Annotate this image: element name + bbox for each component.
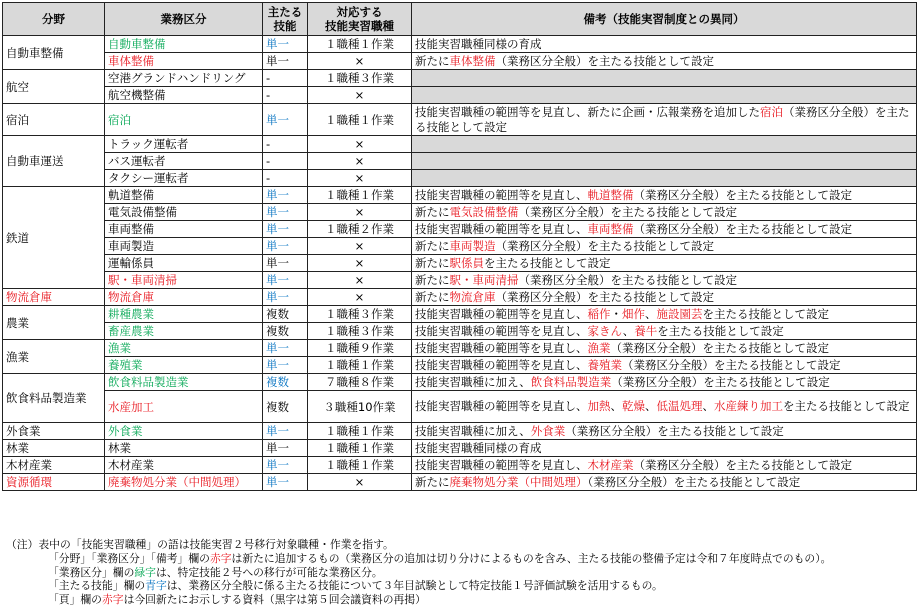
table-row bbox=[3, 374, 917, 391]
remarks-cell: 技能実習職種の範囲等を見直し、漁業（業務区分全般）を主たる技能として設定 bbox=[412, 340, 917, 357]
header-occupation: 対応する 技能実習職種 bbox=[308, 3, 412, 36]
field-cell: 自動車整備 bbox=[3, 36, 105, 70]
occupation-cell: × bbox=[308, 289, 412, 306]
table-row bbox=[3, 306, 917, 323]
occupation-cell: １職種１作業 bbox=[308, 187, 412, 204]
table-row bbox=[3, 87, 917, 104]
skill-cell: 単一 bbox=[263, 357, 308, 374]
skill-cell: - bbox=[263, 170, 308, 187]
table-row bbox=[3, 221, 917, 238]
category-cell: 運輸係員 bbox=[105, 255, 263, 272]
skill-cell: 単一 bbox=[263, 187, 308, 204]
note-3: 「業務区分」欄の緑字は、特定技能２号への移行が可能な業務区分。 bbox=[48, 565, 383, 579]
occupation-cell: ３職種10作業 bbox=[308, 391, 412, 423]
skill-cell: 単一 bbox=[263, 36, 308, 53]
skill-cell: 単一 bbox=[263, 474, 308, 491]
skill-cell: 単一 bbox=[263, 440, 308, 457]
field-cell: 物流倉庫 bbox=[3, 289, 105, 306]
remarks-cell: 新たに車両製造（業務区分全般）を主たる技能として設定 bbox=[412, 238, 917, 255]
header-remarks: 備考（技能実習制度との異同） bbox=[412, 3, 917, 36]
occupation-cell: × bbox=[308, 87, 412, 104]
remarks-cell: 技能実習職種同様の育成 bbox=[412, 440, 917, 457]
occupation-cell: × bbox=[308, 255, 412, 272]
field-cell: 航空 bbox=[3, 70, 105, 104]
table-row bbox=[3, 136, 917, 153]
remarks-cell bbox=[412, 136, 917, 153]
footnotes bbox=[6, 538, 912, 607]
field-cell: 木材産業 bbox=[3, 457, 105, 474]
occupation-cell: １職種１作業 bbox=[308, 440, 412, 457]
skill-cell: - bbox=[263, 153, 308, 170]
table-row bbox=[3, 238, 917, 255]
occupation-cell: × bbox=[308, 474, 412, 491]
remarks-cell: 技能実習職種の範囲等を見直し、家きん、養牛を主たる技能として設定 bbox=[412, 323, 917, 340]
skill-cell: 複数 bbox=[263, 391, 308, 423]
occupation-cell: １職種１作業 bbox=[308, 457, 412, 474]
skill-cell: 単一 bbox=[263, 289, 308, 306]
skill-cell: - bbox=[263, 87, 308, 104]
field-cell: 林業 bbox=[3, 440, 105, 457]
remarks-cell bbox=[412, 170, 917, 187]
remarks-cell: 技能実習職種の範囲等を見直し、加熱、乾燥、低温処理、水産練り加工を主たる技能として設定 bbox=[412, 391, 917, 423]
occupation-cell: １職種３作業 bbox=[308, 323, 412, 340]
table-row bbox=[3, 187, 917, 204]
category-cell: 耕種農業 bbox=[105, 306, 263, 323]
header-row bbox=[3, 3, 917, 36]
remarks-cell bbox=[412, 153, 917, 170]
note-2: 「分野」「業務区分」「備考」欄の赤字は新たに追加するもの（業務区分の追加は切り分けによるものを含み、主たる技能の整備予定は令和７年度時点でのもの）。 bbox=[48, 551, 832, 565]
category-cell: 林業 bbox=[105, 440, 263, 457]
skill-cell: 単一 bbox=[263, 238, 308, 255]
category-cell: 養殖業 bbox=[105, 357, 263, 374]
occupation-cell: １職種３作業 bbox=[308, 306, 412, 323]
category-cell: 軌道整備 bbox=[105, 187, 263, 204]
skill-cell: 単一 bbox=[263, 104, 308, 136]
remarks-cell: 新たに車体整備（業務区分全般）を主たる技能として設定 bbox=[412, 53, 917, 70]
note-5: 「頁」欄の赤字は今回新たにお示しする資料（黒字は第５回会議資料の再掲） bbox=[48, 593, 426, 607]
table-row bbox=[3, 36, 917, 53]
category-cell: 木材産業 bbox=[105, 457, 263, 474]
category-cell: 駅・車両清掃 bbox=[105, 272, 263, 289]
occupation-cell: × bbox=[308, 136, 412, 153]
occupation-cell: × bbox=[308, 272, 412, 289]
occupation-cell: １職種１作業 bbox=[308, 423, 412, 440]
field-cell: 飲食料品製造業 bbox=[3, 374, 105, 423]
table-row bbox=[3, 255, 917, 272]
category-cell: タクシー運転者 bbox=[105, 170, 263, 187]
header-main-skill: 主たる 技能 bbox=[263, 3, 308, 36]
category-cell: 車体整備 bbox=[105, 53, 263, 70]
occupation-cell: １職種２作業 bbox=[308, 221, 412, 238]
remarks-cell bbox=[412, 70, 917, 87]
occupation-cell: × bbox=[308, 153, 412, 170]
remarks-cell: 新たに駅係員を主たる技能として設定 bbox=[412, 255, 917, 272]
remarks-cell: 技能実習職種の範囲等を見直し、新たに企画・広報業務を追加した宿泊（業務区分全般）を主たる技能として設定 bbox=[412, 104, 917, 136]
category-cell: 漁業 bbox=[105, 340, 263, 357]
remarks-cell bbox=[412, 87, 917, 104]
category-cell: トラック運転者 bbox=[105, 136, 263, 153]
header-category: 業務区分 bbox=[105, 3, 263, 36]
remarks-cell: 技能実習職種の範囲等を見直し、軌道整備（業務区分全般）を主たる技能として設定 bbox=[412, 187, 917, 204]
remarks-cell: 技能実習職種の範囲等を見直し、養殖業（業務区分全般）を主たる技能として設定 bbox=[412, 357, 917, 374]
category-cell: 車両整備 bbox=[105, 221, 263, 238]
table-row bbox=[3, 104, 917, 136]
skills-table bbox=[2, 2, 917, 491]
occupation-cell: １職種１作業 bbox=[308, 104, 412, 136]
category-cell: 車両製造 bbox=[105, 238, 263, 255]
skill-cell: - bbox=[263, 136, 308, 153]
remarks-cell: 技能実習職種に加え、外食業（業務区分全般）を主たる技能として設定 bbox=[412, 423, 917, 440]
category-cell: 自動車整備 bbox=[105, 36, 263, 53]
remarks-cell: 技能実習職種の範囲等を見直し、木材産業（業務区分全般）を主たる技能として設定 bbox=[412, 457, 917, 474]
table-row bbox=[3, 153, 917, 170]
skill-cell: 単一 bbox=[263, 204, 308, 221]
table-row bbox=[3, 204, 917, 221]
category-cell: 航空機整備 bbox=[105, 87, 263, 104]
table-row bbox=[3, 357, 917, 374]
remarks-cell: 技能実習職種に加え、飲食料品製造業（業務区分全般）を主たる技能として設定 bbox=[412, 374, 917, 391]
category-cell: 電気設備整備 bbox=[105, 204, 263, 221]
field-cell: 宿泊 bbox=[3, 104, 105, 136]
remarks-cell: 技能実習職種の範囲等を見直し、車両整備（業務区分全般）を主たる技能として設定 bbox=[412, 221, 917, 238]
category-cell: 廃棄物処分業（中間処理） bbox=[105, 474, 263, 491]
field-cell: 資源循環 bbox=[3, 474, 105, 491]
remarks-cell: 新たに廃棄物処分業（中間処理）（業務区分全般）を主たる技能として設定 bbox=[412, 474, 917, 491]
table-row bbox=[3, 289, 917, 306]
skill-cell: 単一 bbox=[263, 423, 308, 440]
occupation-cell: １職種３作業 bbox=[308, 70, 412, 87]
skill-cell: 単一 bbox=[263, 255, 308, 272]
remarks-cell: 技能実習職種の範囲等を見直し、稲作・畑作、施設園芸を主たる技能として設定 bbox=[412, 306, 917, 323]
table-row bbox=[3, 53, 917, 70]
note-4: 「主たる技能」欄の青字は、業務区分全般に係る主たる技能について３年目試験として特定技能１号評価試験を活用するもの。 bbox=[48, 579, 663, 593]
occupation-cell: １職種９作業 bbox=[308, 340, 412, 357]
skill-cell: 単一 bbox=[263, 457, 308, 474]
table-row bbox=[3, 391, 917, 423]
category-cell: バス運転者 bbox=[105, 153, 263, 170]
remarks-cell: 新たに電気設備整備（業務区分全般）を主たる技能として設定 bbox=[412, 204, 917, 221]
skill-cell: 単一 bbox=[263, 53, 308, 70]
table-row bbox=[3, 323, 917, 340]
occupation-cell: × bbox=[308, 238, 412, 255]
remarks-cell: 技能実習職種同様の育成 bbox=[412, 36, 917, 53]
remarks-cell: 新たに物流倉庫（業務区分全般）を主たる技能として設定 bbox=[412, 289, 917, 306]
skill-cell: 単一 bbox=[263, 221, 308, 238]
skill-cell: 複数 bbox=[263, 374, 308, 391]
table-row bbox=[3, 340, 917, 357]
field-cell: 外食業 bbox=[3, 423, 105, 440]
table-row bbox=[3, 170, 917, 187]
table-row bbox=[3, 70, 917, 87]
skill-cell: - bbox=[263, 70, 308, 87]
field-cell: 漁業 bbox=[3, 340, 105, 374]
table-row bbox=[3, 474, 917, 491]
table-row bbox=[3, 272, 917, 289]
category-cell: 空港グランドハンドリング bbox=[105, 70, 263, 87]
skill-cell: 単一 bbox=[263, 272, 308, 289]
field-cell: 鉄道 bbox=[3, 187, 105, 289]
category-cell: 畜産農業 bbox=[105, 323, 263, 340]
field-cell: 自動車運送 bbox=[3, 136, 105, 187]
occupation-cell: １職種１作業 bbox=[308, 36, 412, 53]
note-1: （注）表中の「技能実習職種」の語は技能実習２号移行対象職種・作業を指す。 bbox=[6, 538, 394, 551]
occupation-cell: × bbox=[308, 204, 412, 221]
table-row bbox=[3, 423, 917, 440]
remarks-cell: 新たに駅・車両清掃（業務区分全般）を主たる技能として設定 bbox=[412, 272, 917, 289]
category-cell: 外食業 bbox=[105, 423, 263, 440]
category-cell: 物流倉庫 bbox=[105, 289, 263, 306]
header-field: 分野 bbox=[3, 3, 105, 36]
occupation-cell: × bbox=[308, 53, 412, 70]
field-cell: 農業 bbox=[3, 306, 105, 340]
category-cell: 水産加工 bbox=[105, 391, 263, 423]
skill-cell: 複数 bbox=[263, 323, 308, 340]
table-row bbox=[3, 457, 917, 474]
category-cell: 飲食料品製造業 bbox=[105, 374, 263, 391]
skill-cell: 複数 bbox=[263, 306, 308, 323]
table-row bbox=[3, 440, 917, 457]
occupation-cell: ７職種８作業 bbox=[308, 374, 412, 391]
skill-cell: 単一 bbox=[263, 340, 308, 357]
occupation-cell: × bbox=[308, 170, 412, 187]
occupation-cell: １職種１作業 bbox=[308, 357, 412, 374]
category-cell: 宿泊 bbox=[105, 104, 263, 136]
